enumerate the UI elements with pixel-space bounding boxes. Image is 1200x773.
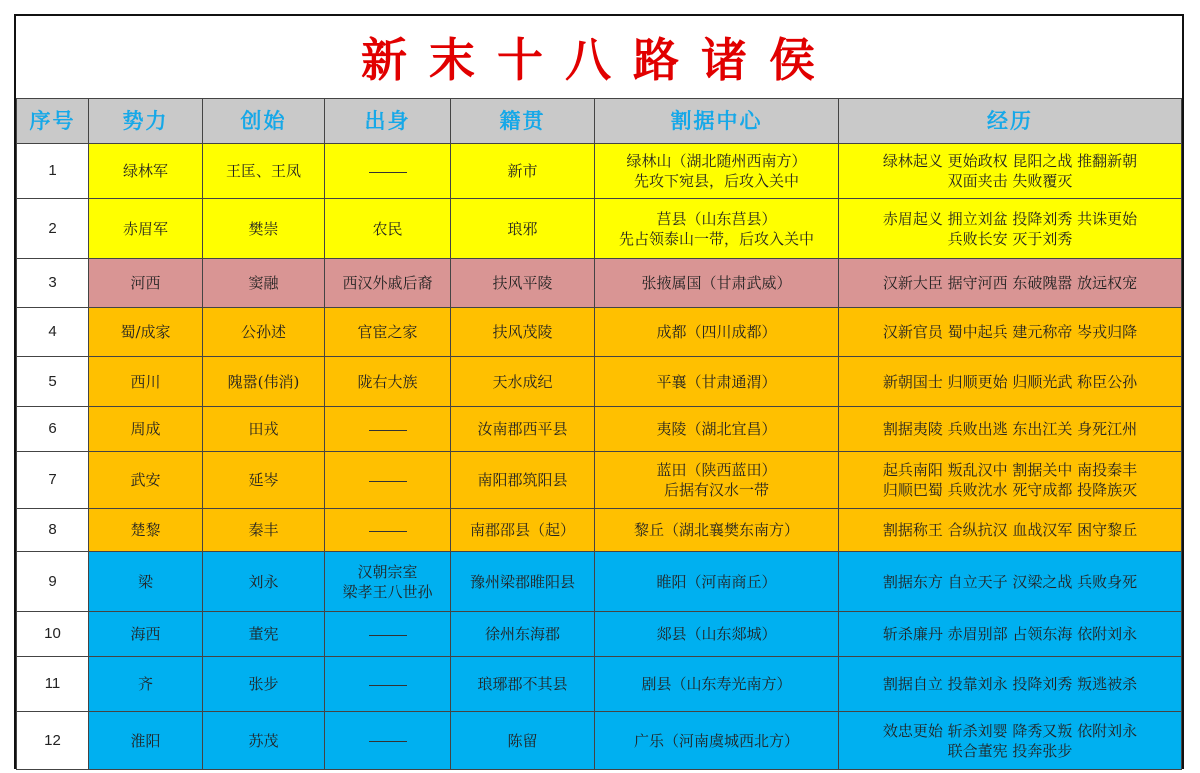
cell-no-text: 6 [48, 420, 57, 437]
cell-founder [203, 259, 325, 308]
table-row [17, 357, 1182, 407]
cell-origin [325, 509, 451, 552]
cell-no-text: 8 [48, 521, 57, 538]
cell-hometown-text: 扶风茂陵 [492, 323, 553, 341]
cell-no-text: 2 [48, 219, 57, 237]
cell-faction-text: 齐 [137, 675, 153, 693]
empty-dash [369, 430, 407, 431]
cell-hometown-text: 徐州东海郡 [484, 625, 560, 643]
cell-no [17, 259, 89, 308]
cell-origin-text: 官宦之家 [357, 323, 418, 341]
table-row [17, 452, 1182, 509]
cell-no-text: 7 [48, 471, 57, 488]
cell-founder-text: 樊崇 [248, 219, 279, 238]
cell-history [839, 407, 1182, 452]
cell-founder-text: 窦融 [248, 274, 279, 292]
table-row [17, 259, 1182, 308]
cell-history-text: 汉新官员 蜀中起兵 建元称帝 岑戎归降 [882, 323, 1138, 341]
cell-hometown-text: 南郡邵县（起） [469, 521, 575, 539]
cell-faction [89, 199, 203, 259]
cell-origin-text: 西汉外戚后裔 [342, 274, 433, 292]
cell-hometown [451, 657, 595, 712]
cell-no [17, 657, 89, 712]
cell-faction-text: 西川 [130, 372, 161, 391]
cell-founder-text: 秦丰 [248, 521, 279, 539]
cell-founder [203, 407, 325, 452]
cell-faction [89, 357, 203, 407]
cell-hometown [451, 407, 595, 452]
cell-history [839, 199, 1182, 259]
cell-origin-text: 梁孝王八世孙 [342, 582, 433, 601]
empty-dash [369, 685, 407, 686]
cell-founder-text: 延岑 [248, 471, 279, 489]
cell-no-text: 10 [44, 625, 61, 642]
cell-origin-text [329, 470, 446, 490]
cell-faction [89, 259, 203, 308]
cell-founder [203, 612, 325, 657]
cell-center-text: 先占领泰山一带，后攻入关中 [618, 229, 814, 248]
cell-center-text: 黎丘（湖北襄樊东南方） [633, 521, 799, 539]
table-row [17, 509, 1182, 552]
table-body [17, 144, 1182, 770]
cell-history-text: 效忠更始 斩杀刘婴 降秀又叛 依附刘永 [882, 721, 1138, 740]
cell-center [595, 357, 839, 407]
header-founder: 创始 [203, 99, 325, 144]
cell-center-text: 莒县（山东莒县） [656, 209, 777, 228]
cell-no-text: 1 [48, 162, 57, 179]
table-row [17, 657, 1182, 712]
table-row [17, 144, 1182, 199]
header-no: 序号 [17, 99, 89, 144]
cell-faction [89, 144, 203, 199]
cell-center-text: 睢阳（河南商丘） [656, 572, 777, 591]
table-row [17, 712, 1182, 770]
cell-origin-text: 陇右大族 [357, 372, 418, 391]
cell-history-text: 双面夹击 失败覆灭 [947, 172, 1073, 190]
cell-faction-text: 河西 [130, 274, 161, 292]
cell-center-text: 广乐（河南虞城西北方） [633, 731, 799, 750]
warlords-table [16, 98, 1182, 770]
cell-founder [203, 657, 325, 712]
header-center: 割据中心 [595, 99, 839, 144]
cell-hometown [451, 712, 595, 770]
cell-history [839, 552, 1182, 612]
table-row [17, 308, 1182, 357]
cell-faction-text: 楚黎 [130, 521, 161, 539]
cell-history-text: 割据东方 自立天子 汉梁之战 兵败身死 [882, 572, 1138, 591]
cell-center-text: 剧县（山东寿光南方） [641, 675, 792, 693]
cell-center [595, 144, 839, 199]
cell-center [595, 509, 839, 552]
cell-founder [203, 552, 325, 612]
cell-history-text: 联合董宪 投奔张步 [947, 741, 1073, 760]
cell-no-text: 5 [48, 372, 57, 390]
cell-history [839, 144, 1182, 199]
cell-founder [203, 144, 325, 199]
cell-faction-text: 海西 [130, 625, 161, 643]
cell-founder-text: 田戎 [248, 420, 279, 438]
cell-center-text: 张掖属国（甘肃武威） [641, 274, 792, 292]
cell-center [595, 308, 839, 357]
table-frame [14, 14, 1184, 769]
cell-center [595, 452, 839, 509]
cell-history-text: 割据自立 投靠刘永 投降刘秀 叛逃被杀 [882, 675, 1138, 693]
cell-founder-text: 张步 [248, 675, 279, 693]
cell-center [595, 612, 839, 657]
cell-history-text: 起兵南阳 叛乱汉中 割据关中 南投秦丰 [882, 461, 1138, 479]
cell-origin [325, 308, 451, 357]
cell-origin [325, 612, 451, 657]
cell-faction-text: 蜀/成家 [120, 323, 171, 341]
cell-hometown [451, 259, 595, 308]
cell-hometown-text: 琅邪 [507, 219, 538, 238]
cell-faction [89, 407, 203, 452]
cell-history-text: 绿林起义 更始政权 昆阳之战 推翻新朝 [882, 152, 1138, 170]
cell-origin [325, 407, 451, 452]
cell-center [595, 552, 839, 612]
cell-founder [203, 452, 325, 509]
cell-hometown-text: 新市 [507, 162, 538, 180]
cell-hometown-text: 陈留 [507, 731, 538, 750]
cell-hometown [451, 308, 595, 357]
cell-origin-text [329, 520, 446, 540]
cell-origin [325, 712, 451, 770]
cell-no [17, 552, 89, 612]
cell-faction-text: 淮阳 [130, 731, 161, 750]
cell-center-text: 绿林山（湖北随州西南方） [626, 152, 807, 170]
cell-faction [89, 509, 203, 552]
cell-center [595, 407, 839, 452]
cell-center [595, 259, 839, 308]
page-title: 新末十八路诸侯 [361, 33, 837, 87]
cell-history-text: 汉新大臣 据守河西 东破隗嚣 放远权宠 [882, 274, 1138, 292]
cell-history [839, 657, 1182, 712]
cell-origin [325, 657, 451, 712]
cell-center [595, 657, 839, 712]
cell-origin-text [329, 624, 446, 644]
cell-history-text: 割据称王 合纵抗汉 血战汉军 困守黎丘 [882, 521, 1138, 539]
cell-center-text: 郯县（山东郯城） [656, 625, 777, 643]
cell-no [17, 308, 89, 357]
cell-history [839, 452, 1182, 509]
cell-hometown-text: 扶风平陵 [492, 274, 553, 292]
cell-history-text: 兵败长安 灭于刘秀 [947, 229, 1073, 248]
cell-origin [325, 144, 451, 199]
cell-founder [203, 509, 325, 552]
cell-founder-text: 王匡、王凤 [225, 162, 301, 180]
cell-origin-text: 农民 [372, 219, 403, 238]
cell-faction-text: 赤眉军 [122, 219, 168, 238]
cell-hometown [451, 552, 595, 612]
cell-origin-text [329, 674, 446, 694]
cell-center-text: 平襄（甘肃通渭） [656, 372, 777, 391]
cell-center [595, 712, 839, 770]
cell-founder-text: 苏茂 [248, 731, 279, 750]
cell-hometown [451, 357, 595, 407]
cell-faction [89, 308, 203, 357]
table-row [17, 552, 1182, 612]
cell-hometown-text: 天水成纪 [492, 372, 553, 391]
cell-no [17, 712, 89, 770]
cell-no-text: 9 [48, 572, 57, 590]
cell-faction [89, 612, 203, 657]
empty-dash [369, 172, 407, 173]
cell-hometown [451, 509, 595, 552]
cell-hometown-text: 汝南郡西平县 [477, 420, 568, 438]
cell-founder-text: 刘永 [248, 572, 279, 591]
empty-dash [369, 481, 407, 482]
cell-center-text: 后据有汉水一带 [663, 481, 769, 499]
cell-origin-text: 汉朝宗室 [357, 562, 418, 581]
cell-founder-text: 隗嚣(伟消) [227, 372, 300, 391]
table-row [17, 199, 1182, 259]
cell-no [17, 144, 89, 199]
cell-no-text: 11 [44, 675, 61, 692]
cell-history [839, 259, 1182, 308]
header-hometown: 籍贯 [451, 99, 595, 144]
cell-faction-text: 武安 [130, 471, 161, 489]
cell-center-text: 蓝田（陕西蓝田） [656, 461, 777, 479]
cell-center-text: 成都（四川成都） [656, 323, 777, 341]
cell-center [595, 199, 839, 259]
cell-no [17, 407, 89, 452]
cell-history-text: 新朝国士 归顺更始 归顺光武 称臣公孙 [882, 372, 1138, 391]
cell-history [839, 712, 1182, 770]
header-faction: 势力 [89, 99, 203, 144]
cell-center-text: 夷陵（湖北宜昌） [656, 420, 777, 438]
cell-no [17, 357, 89, 407]
table-row [17, 612, 1182, 657]
header-row [17, 99, 1182, 144]
cell-origin-text [329, 161, 446, 181]
cell-history-text: 割据夷陵 兵败出逃 东出江关 身死江州 [882, 420, 1138, 438]
cell-founder [203, 308, 325, 357]
cell-history-text: 归顺巴蜀 兵败沈水 死守成都 投降族灭 [882, 481, 1138, 499]
cell-history-text: 赤眉起义 拥立刘盆 投降刘秀 共诛更始 [882, 209, 1138, 228]
cell-origin [325, 259, 451, 308]
empty-dash [369, 531, 407, 532]
cell-faction [89, 657, 203, 712]
cell-origin-text [329, 419, 446, 439]
cell-founder [203, 712, 325, 770]
header-history: 经历 [839, 99, 1182, 144]
cell-history [839, 509, 1182, 552]
cell-no [17, 509, 89, 552]
cell-center-text: 先攻下宛县，后攻入关中 [633, 172, 799, 190]
empty-dash [369, 635, 407, 636]
cell-no [17, 612, 89, 657]
cell-no [17, 199, 89, 259]
cell-hometown [451, 612, 595, 657]
cell-faction [89, 552, 203, 612]
empty-dash [369, 741, 407, 742]
cell-faction-text: 周成 [130, 420, 161, 438]
cell-founder [203, 199, 325, 259]
cell-history [839, 357, 1182, 407]
cell-no-text: 3 [48, 274, 57, 291]
cell-origin [325, 452, 451, 509]
cell-founder [203, 357, 325, 407]
cell-no-text: 4 [48, 323, 57, 340]
cell-founder-text: 董宪 [248, 625, 279, 643]
cell-faction [89, 452, 203, 509]
cell-origin [325, 552, 451, 612]
table-row [17, 407, 1182, 452]
cell-hometown [451, 199, 595, 259]
cell-no-text: 12 [44, 731, 61, 749]
cell-faction [89, 712, 203, 770]
cell-hometown [451, 144, 595, 199]
cell-faction-text: 绿林军 [122, 162, 168, 180]
cell-founder-text: 公孙述 [240, 323, 286, 341]
cell-no [17, 452, 89, 509]
cell-origin [325, 357, 451, 407]
cell-hometown-text: 豫州梁郡睢阳县 [469, 572, 575, 591]
cell-origin [325, 199, 451, 259]
cell-history-text: 斩杀廉丹 赤眉别部 占领东海 依附刘永 [882, 625, 1138, 643]
header-origin: 出身 [325, 99, 451, 144]
cell-hometown-text: 琅琊郡不其县 [477, 675, 568, 693]
cell-hometown-text: 南阳郡筑阳县 [477, 471, 568, 489]
cell-history [839, 308, 1182, 357]
cell-hometown [451, 452, 595, 509]
cell-faction-text: 梁 [137, 572, 153, 591]
cell-history [839, 612, 1182, 657]
cell-origin-text [329, 731, 446, 751]
